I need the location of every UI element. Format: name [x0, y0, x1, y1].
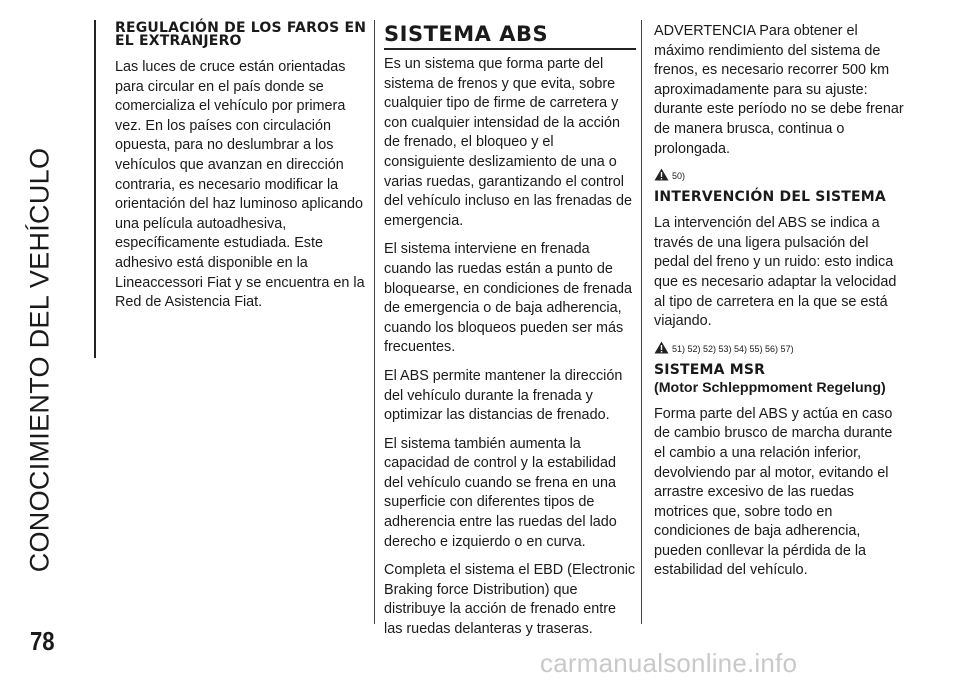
section-heading-intervention: INTERVENCIÓN DEL SISTEMA: [654, 189, 886, 206]
section-heading-msr: SISTEMA MSR: [654, 361, 766, 378]
section-heading-abs: SISTEMA ABS: [384, 22, 636, 50]
watermark: carmanualsonline.info: [540, 648, 798, 678]
paragraph-intervention: La intervención del ABS se indica a través de una ligera pulsación del pedal del freno y un ruido: esto indica que es necesario adaptar la velocidad al tipo de carretera en la que se está viajando.: [654, 215, 897, 330]
section-side-title-text: CONOCIMIENTO DEL VEHÍCULO: [24, 147, 55, 573]
subheading-msr: (Motor Schleppmoment Regelung): [654, 379, 886, 396]
column-headlight-adjustment: [115, 22, 367, 322]
column-abs-continued: [654, 22, 906, 590]
column-divider-2: [641, 20, 642, 624]
reference-2-text: 51) 52) 52) 53) 54) 55) 56) 57): [672, 343, 794, 354]
paragraph-headlights: Las luces de cruce están orientadas para circular en el país donde se comercializa el vehículo por primera vez. En los países con circulación opuesta, para no deslumbrar a los vehículos que avanzan en dirección contraria, es necesario modificar la orientación del haz luminoso aplicando una película autoadhesiva, específicamente estudiada. Este adhesivo está disponible en la Lineaccessori Fiat y se encuentra en la Red de Asistencia Fiat.: [115, 59, 365, 311]
paragraph-abs-2: El sistema interviene en frenada cuando las ruedas están a punto de bloquearse, en condiciones de frenada de emergencia o de baja adherencia, cuando los bloqueos pueden ser más frecuentes.: [384, 241, 633, 356]
paragraph-abs-1: Es un sistema que forma parte del sistema de frenos y que evita, sobre cualquier tipo de firme de carretera y con cualquier intensidad de la acción de frenado, el bloqueo y el consiguiente deslizamiento de una o varias ruedas, garantizando el control del vehículo incluso en las frenadas de emergencia.: [384, 56, 632, 229]
reference-1-text: 50): [672, 171, 686, 182]
paragraph-msr: Forma parte del ABS y actúa en caso de cambio brusco de marcha durante el cambio a una relación inferior, devolviendo par al motor, evitando el arrastre excesivo de las ruedas motrices que, sobre todo en condiciones de baja adherencia, pueden conllevar la pérdida de la estabilidad del vehículo.: [654, 405, 893, 579]
warning-triangle-icon: [654, 341, 669, 354]
page-number: 78: [30, 626, 55, 656]
warning-triangle-icon: [654, 168, 669, 181]
paragraph-abs-5: Completa el sistema el EBD (Electronic Braking force Distribution) que distribuye la acción de frenado entre las ruedas delanteras y traseras.: [384, 562, 636, 638]
column-abs: [384, 22, 636, 649]
section-heading-headlights: REGULACIÓN DE LOS FAROS EN EL EXTRANJERO: [115, 20, 367, 49]
paragraph-abs-4: El sistema también aumenta la capacidad de control y la estabilidad del vehículo cuando se frena en una superficie con diferentes tipos de adherencia entre las ruedas del lado derecho e izquierdo o en curva.: [384, 435, 617, 550]
warning-paragraph: ADVERTENCIA Para obtener el máximo rendimiento del sistema de frenos, es necesario recorrer 500 km aproximadamente para su ajuste: durante este período no se debe frenar de manera brusca, continua o prolongada.: [654, 23, 904, 157]
reference-1: [654, 168, 906, 181]
side-divider: [94, 20, 96, 358]
reference-2: [654, 341, 906, 354]
column-divider-1: [374, 20, 375, 624]
paragraph-abs-3: El ABS permite mantener la dirección del vehículo durante la frenada y optimizar las distancias de frenado.: [384, 367, 623, 424]
